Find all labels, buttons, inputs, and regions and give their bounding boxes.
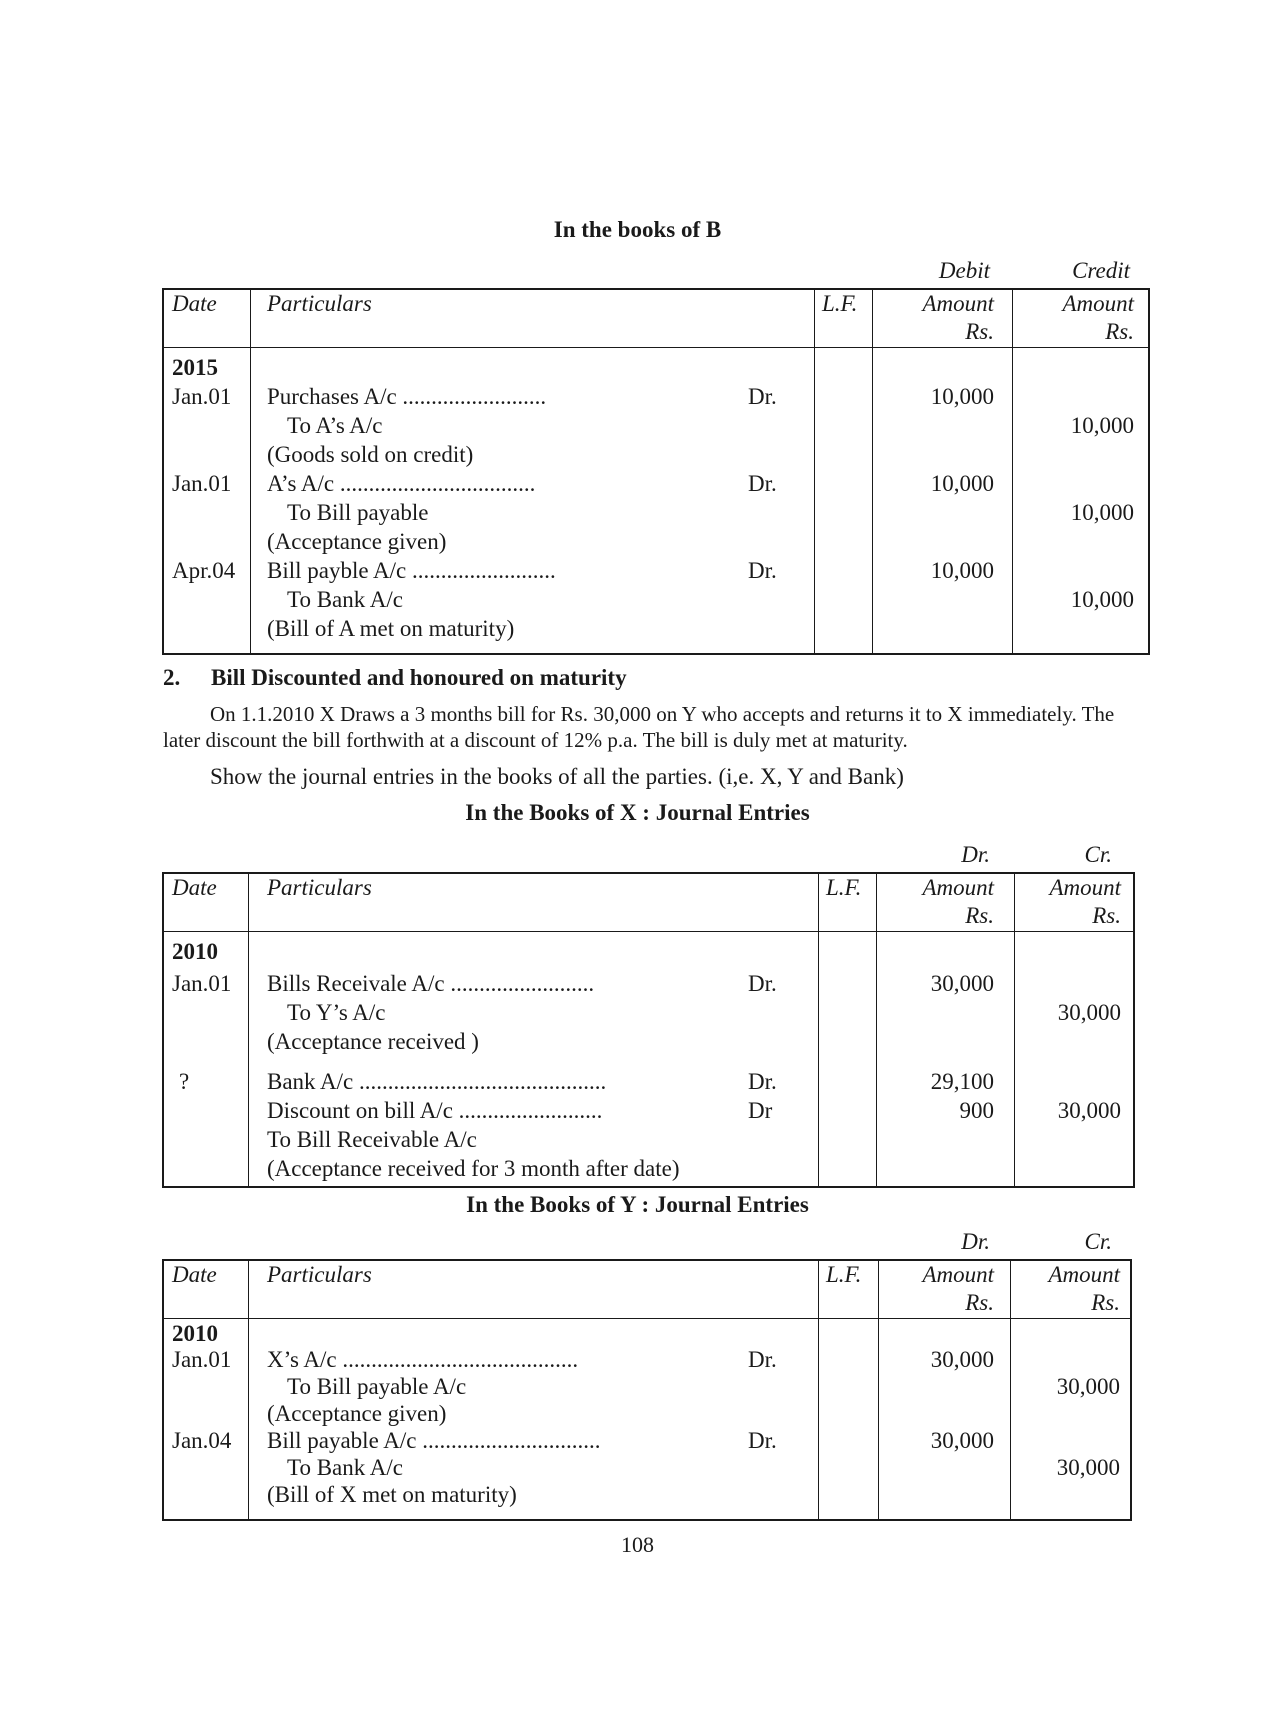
header-date: Date (172, 291, 217, 316)
header-date: Date (172, 875, 217, 900)
debit-amount: 30,000 (930, 1428, 994, 1453)
credit-amount: 30,000 (1056, 1455, 1120, 1480)
dr-marker: Dr. (748, 384, 777, 409)
dr-marker: Dr. (748, 471, 777, 496)
credit-amount: 30,000 (1057, 1098, 1121, 1123)
header-debit-amount: Amount (922, 875, 994, 900)
cr-label: Cr. (1084, 1229, 1112, 1254)
dr-marker: Dr (748, 1098, 773, 1123)
dr-marker: Dr. (748, 1347, 777, 1372)
header-date: Date (172, 1262, 217, 1287)
debit-account: Bank A/c ........................................... (267, 1069, 607, 1094)
debit-amount: 30,000 (930, 1347, 994, 1372)
debit-account: Bill payble A/c ......................... (267, 558, 556, 583)
header-lf: L.F. (826, 875, 862, 900)
header-lf: L.F. (822, 291, 858, 316)
problem-text: On 1.1.2010 X Draws a 3 months bill for Rs. 30,000 on Y who accepts and returns it to X immediately. The later discount the bill forthwith at a discount of 12% p.a. The bill is duly met at maturity. (163, 702, 1115, 752)
header-particulars: Particulars (267, 875, 372, 900)
entry-date: Jan.01 (172, 471, 232, 496)
column-divider (248, 1261, 249, 1519)
header-lf: L.F. (826, 1262, 862, 1287)
header-divider (164, 1318, 1130, 1319)
debit-account: X’s A/c ......................................... (267, 1347, 579, 1372)
header-debit-rs: Rs. (965, 903, 994, 928)
column-divider (1012, 290, 1013, 653)
problem-paragraph (163, 701, 1153, 753)
credit-account: To Bank A/c (287, 587, 403, 612)
header-debit-amount: Amount (922, 291, 994, 316)
header-debit-amount: Amount (922, 1262, 994, 1287)
year-label: 2010 (172, 1321, 218, 1346)
narration: (Acceptance given) (267, 1401, 447, 1426)
table-b-title: In the books of B (553, 217, 722, 242)
narration: (Goods sold on credit) (267, 442, 474, 467)
credit-label: Credit (1072, 258, 1130, 283)
header-credit-rs: Rs. (1105, 319, 1134, 344)
journal-table-y (162, 1259, 1132, 1521)
column-divider (818, 1261, 819, 1519)
header-particulars: Particulars (267, 1262, 372, 1287)
credit-account: To A’s A/c (287, 413, 383, 438)
debit-label: Debit (938, 258, 990, 283)
section-title: Bill Discounted and honoured on maturity (211, 665, 627, 690)
header-divider (164, 931, 1133, 932)
header-divider (164, 347, 1148, 348)
debit-account: A’s A/c .................................. (267, 471, 536, 496)
column-divider (1014, 874, 1015, 1186)
page-number: 108 (621, 1532, 654, 1557)
table-y-title: In the Books of Y : Journal Entries (466, 1192, 809, 1217)
instruction-text: Show the journal entries in the books of all the parties. (i,e. X, Y and Bank) (210, 764, 904, 789)
dr-label: Dr. (961, 1229, 990, 1254)
cr-label: Cr. (1084, 842, 1112, 867)
header-credit-rs: Rs. (1091, 1290, 1120, 1315)
journal-table-x (162, 872, 1135, 1188)
debit-account: Bill payable A/c ............................... (267, 1428, 601, 1453)
debit-account: Discount on bill A/c ......................... (267, 1098, 603, 1123)
credit-amount: 30,000 (1057, 1000, 1121, 1025)
entry-date: Jan.01 (172, 971, 232, 996)
credit-amount: 30,000 (1056, 1374, 1120, 1399)
debit-amount: 900 (959, 1098, 994, 1123)
year-label: 2010 (172, 939, 218, 964)
narration: (Acceptance received for 3 month after date) (267, 1156, 680, 1181)
narration: (Bill of A met on maturity) (267, 616, 515, 641)
credit-amount: 10,000 (1070, 587, 1134, 612)
debit-amount: 10,000 (930, 471, 994, 496)
journal-table-b (162, 288, 1150, 655)
credit-account: To Y’s A/c (287, 1000, 386, 1025)
entry-date: Jan.01 (172, 384, 232, 409)
header-debit-rs: Rs. (965, 1290, 994, 1315)
debit-amount: 10,000 (930, 558, 994, 583)
credit-amount: 10,000 (1070, 413, 1134, 438)
debit-amount: 30,000 (930, 971, 994, 996)
column-divider (1010, 1261, 1011, 1519)
header-debit-rs: Rs. (965, 319, 994, 344)
table-x-title: In the Books of X : Journal Entries (465, 800, 810, 825)
section-heading (163, 665, 627, 691)
narration: (Bill of X met on maturity) (267, 1482, 517, 1507)
entry-date: Apr.04 (172, 558, 236, 583)
header-particulars: Particulars (267, 291, 372, 316)
column-divider (814, 290, 815, 653)
entry-date: Jan.01 (172, 1347, 232, 1372)
column-divider (250, 290, 251, 653)
section-number: 2. (163, 665, 181, 690)
entry-date: Jan.04 (172, 1428, 232, 1453)
header-credit-amount: Amount (1049, 875, 1121, 900)
credit-account: To Bank A/c (287, 1455, 403, 1480)
debit-account: Bills Receivale A/c ......................... (267, 971, 595, 996)
year-label: 2015 (172, 355, 218, 380)
dr-marker: Dr. (748, 1069, 777, 1094)
dr-marker: Dr. (748, 971, 777, 996)
credit-amount: 10,000 (1070, 500, 1134, 525)
credit-account: To Bill payable (287, 500, 429, 525)
header-credit-amount: Amount (1062, 291, 1134, 316)
column-divider (818, 874, 819, 1186)
header-credit-amount: Amount (1048, 1262, 1120, 1287)
column-divider (248, 874, 249, 1186)
credit-account: To Bill Receivable A/c (267, 1127, 477, 1152)
entry-date: ? (179, 1069, 190, 1094)
dr-marker: Dr. (748, 558, 777, 583)
narration: (Acceptance given) (267, 529, 447, 554)
dr-label: Dr. (961, 842, 990, 867)
debit-account: Purchases A/c ......................... (267, 384, 547, 409)
dr-marker: Dr. (748, 1428, 777, 1453)
column-divider (872, 290, 873, 653)
debit-amount: 10,000 (930, 384, 994, 409)
header-credit-rs: Rs. (1092, 903, 1121, 928)
debit-amount: 29,100 (930, 1069, 994, 1094)
narration: (Acceptance received ) (267, 1029, 479, 1054)
credit-account: To Bill payable A/c (287, 1374, 467, 1399)
